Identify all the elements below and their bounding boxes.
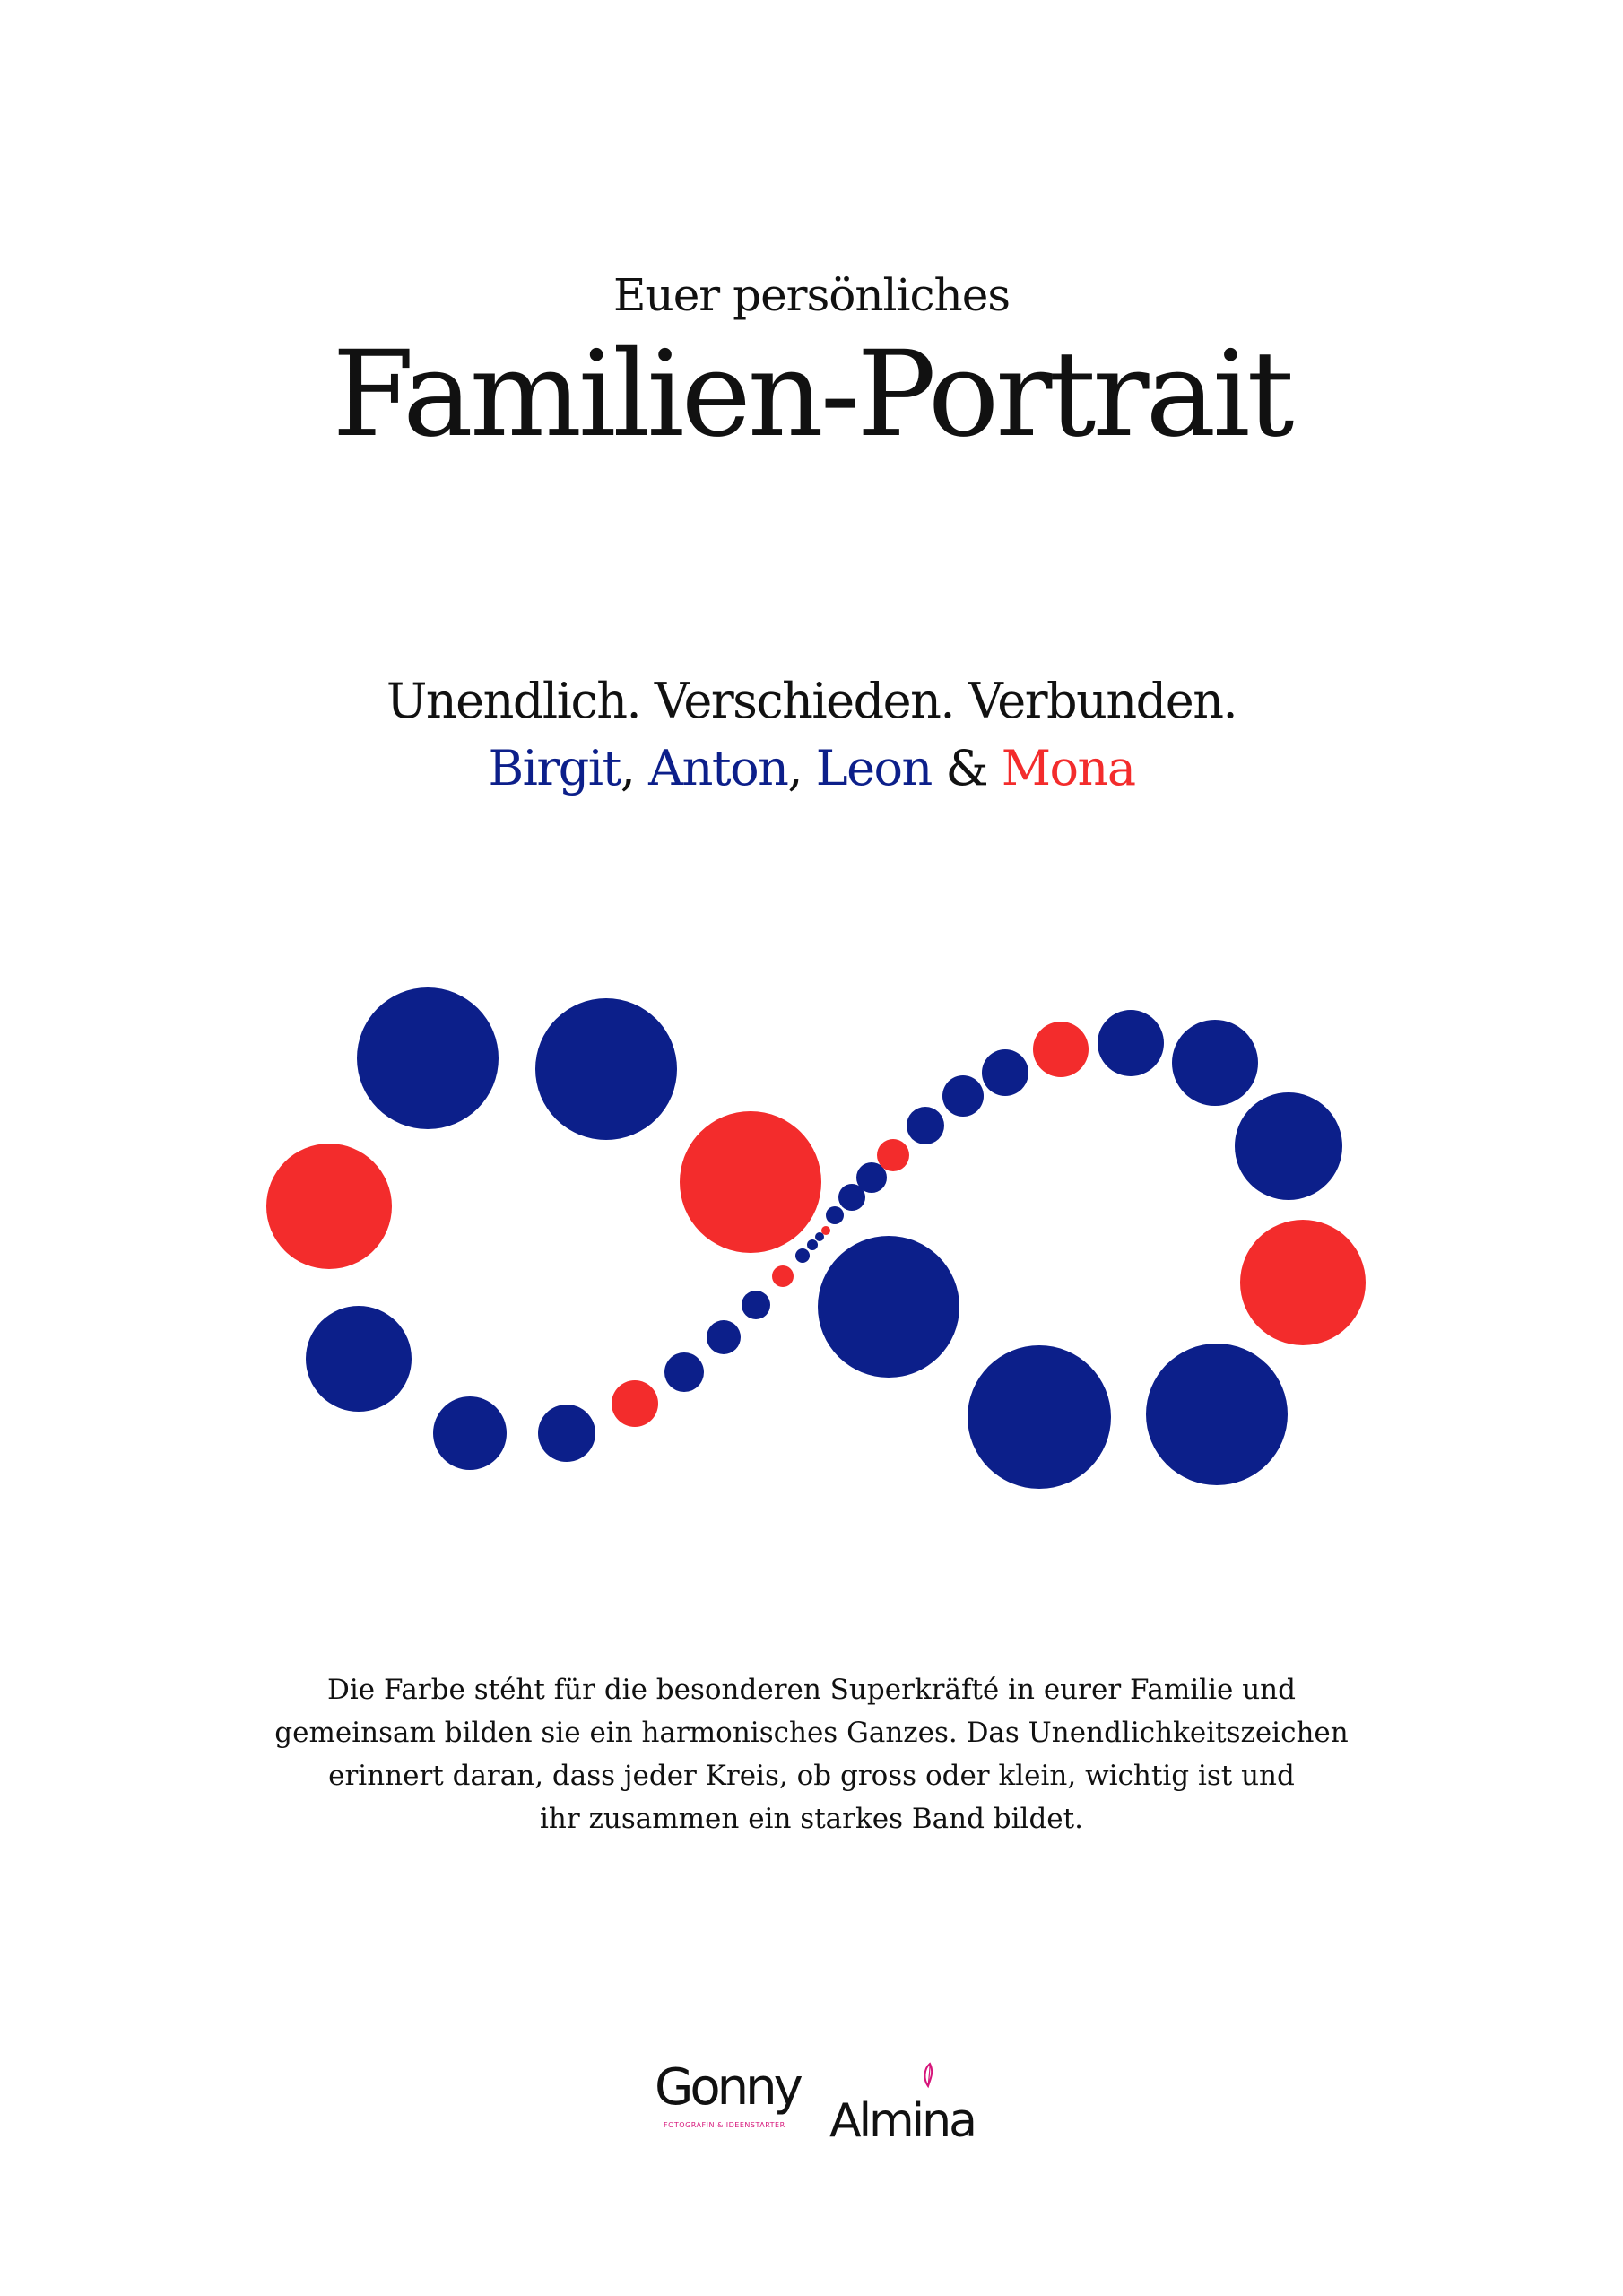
name-mona: Mona [1001, 740, 1135, 796]
circle [357, 987, 499, 1129]
circle [266, 1144, 392, 1269]
circle [707, 1320, 741, 1354]
names-separator: , [787, 740, 816, 796]
circle [1235, 1092, 1342, 1200]
circle [907, 1107, 944, 1144]
circle [821, 1226, 830, 1235]
logo-subtitle: FOTOGRAFIN & IDEENSTARTER [664, 2121, 785, 2129]
names-ampersand: & [931, 740, 1002, 796]
description-text [206, 1668, 1417, 1840]
names-separator: , [620, 740, 649, 796]
circle [1172, 1020, 1258, 1106]
circle [535, 998, 677, 1140]
description-line: ihr zusammen ein starkes Band bildet. [540, 1803, 1083, 1835]
circle [1098, 1010, 1164, 1076]
tagline: Unendlich. Verschieden. Verbunden. [386, 673, 1237, 729]
circle [664, 1352, 704, 1392]
circle [772, 1265, 794, 1287]
circle [1146, 1344, 1288, 1485]
circle [680, 1111, 821, 1253]
family-names [0, 740, 1623, 796]
logo-name-first: Gonny [655, 2058, 800, 2117]
circle [1240, 1220, 1366, 1345]
name-birgit: Birgit [488, 740, 621, 796]
circle [968, 1345, 1111, 1489]
circle [742, 1291, 770, 1319]
description-line: Die Farbe stéht für die besonderen Superkräfté in eurer Familie und [327, 1674, 1296, 1706]
circle [807, 1239, 818, 1250]
page-kicker: Euer persönliches [613, 269, 1010, 321]
page-title: Familien-Portrait [332, 326, 1291, 464]
circle [826, 1206, 844, 1224]
name-leon: Leon [815, 740, 932, 796]
brand-logo [646, 2058, 1004, 2166]
infinity-circles-graphic [0, 942, 1623, 1525]
feather-icon [916, 2062, 943, 2089]
description-line: gemeinsam bilden sie ein harmonisches Ganzes. Das Unendlichkeitszeichen [274, 1717, 1349, 1749]
circle [1033, 1022, 1089, 1077]
circle [942, 1075, 984, 1117]
circle [612, 1380, 658, 1427]
logo-name-second: Almina [829, 2094, 975, 2148]
circle [538, 1405, 595, 1462]
circle [818, 1236, 959, 1378]
circle [795, 1248, 810, 1263]
circle [982, 1049, 1028, 1096]
circle [433, 1396, 507, 1470]
circle [306, 1306, 412, 1412]
name-anton: Anton [648, 740, 788, 796]
description-line: erinnert daran, dass jeder Kreis, ob gross oder klein, wichtig ist und [328, 1760, 1295, 1792]
circle [877, 1139, 909, 1171]
